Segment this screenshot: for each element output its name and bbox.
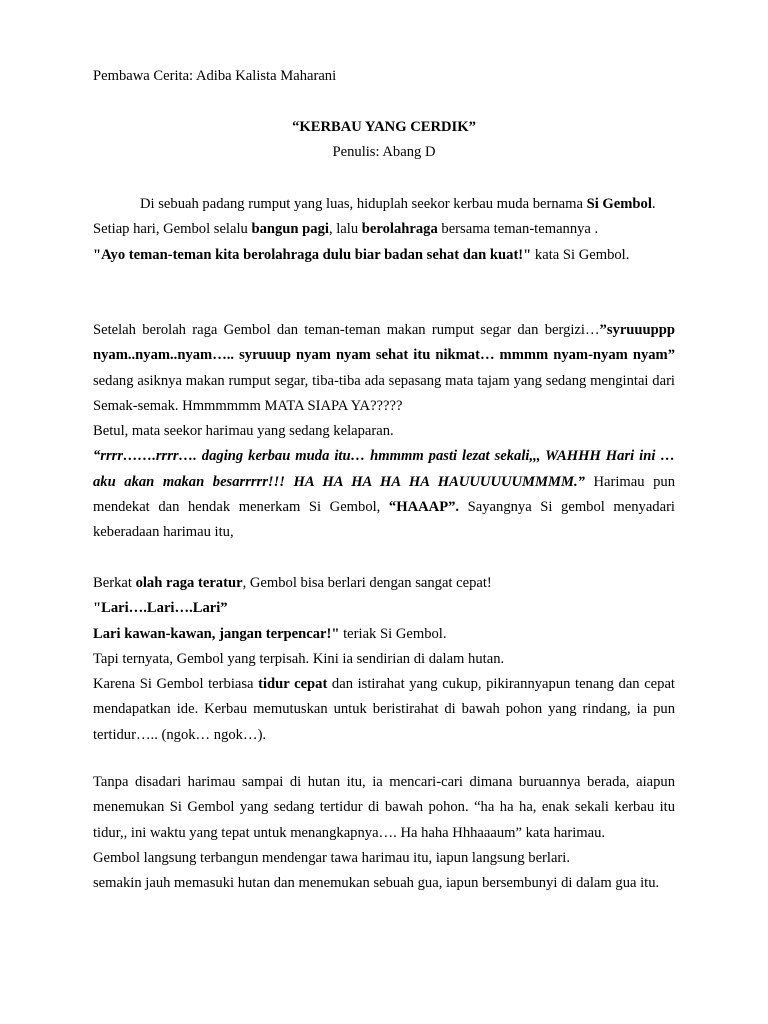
title-block: [93, 115, 675, 166]
narrator-line: [93, 64, 675, 89]
paragraph-14: semakin jauh memasuki hutan dan menemukan sebuah gua, iapun bersembunyi di dalam gua itu.: [93, 875, 660, 892]
paragraph-3: "Ayo teman-teman kita berolahraga dulu biar badan sehat dan kuat!" kata Si Gembol.: [93, 246, 630, 263]
section-2: [93, 318, 675, 546]
section-1: [93, 192, 675, 268]
paragraph-1: Di sebuah padang rumput yang luas, hiduplah seekor kerbau muda bernama Si Gembol.: [140, 196, 656, 212]
paragraph-12: Tanpa disadari harimau sampai di hutan itu, ia mencari-cari dimana buruannya berada, aiapun menemukan Si Gembol yang sedang tertidur di bawah pohon. “ha ha ha, enak sekali kerbau itu tidur,, ini waktu yang tepat untuk menangkapnya…. Ha haha Hhhaaaum” kata harimau.: [93, 774, 675, 841]
paragraph-2: Setiap hari, Gembol selalu bangun pagi, lalu berolahraga bersama teman-temannya .: [93, 221, 599, 238]
paragraph-9: Lari kawan-kawan, jangan terpencar!" teriak Si Gembol.: [93, 625, 447, 642]
paragraph-5: Betul, mata seekor harimau yang sedang kelaparan.: [93, 423, 394, 440]
section-3: [93, 571, 675, 748]
section-4: [93, 770, 675, 896]
paragraph-7: Berkat olah raga teratur, Gembol bisa berlari dengan sangat cepat!: [93, 575, 492, 591]
story-author: Penulis: Abang D: [332, 144, 436, 161]
narrator-text: Pembawa Cerita: Adiba Kalista Maharani: [93, 68, 337, 84]
paragraph-10: Tapi ternyata, Gembol yang terpisah. Kini ia sendirian di dalam hutan.: [93, 650, 505, 667]
paragraph-11: Karena Si Gembol terbiasa tidur cepat dan istirahat yang cukup, pikirannyapun tenang dan cepat mendapatkan ide. Kerbau memutuskan untuk beristirahat di bawah pohon yang rindang, ia pun tertidur….. (ngok… ngok…).: [93, 676, 675, 743]
paragraph-13: Gembol langsung terbangun mendengar tawa harimau itu, iapun langsung berlari.: [93, 849, 570, 866]
paragraph-6: “rrrr…….rrrr…. daging kerbau muda itu… hmmmm pasti lezat sekali,,, WAHHH Hari ini … aku akan makan besarrrrr!!! HA HA HA HA HA HAUUUUUUMMMM.” Harimau pun mendekat dan hendak menerkam Si Gembol, “HAAAP”. Sayangnya Si gembol menyadari keberadaan harimau itu,: [93, 448, 675, 541]
paragraph-8: "Lari….Lari….Lari”: [93, 600, 228, 617]
paragraph-4: Setelah berolah raga Gembol dan teman-teman makan rumput segar dan bergizi…”syruuuppp nyam..nyam..nyam….. syruuup nyam nyam sehat itu nikmat… mmmm nyam-nyam nyam” sedang asiknya makan rumput segar, tiba-tiba ada sepasang mata tajam yang sedang mengintai dari Semak-semak. Hmmmmmm MATA SIAPA YA?????: [93, 322, 675, 414]
story-title: “KERBAU YANG CERDIK”: [292, 119, 476, 135]
